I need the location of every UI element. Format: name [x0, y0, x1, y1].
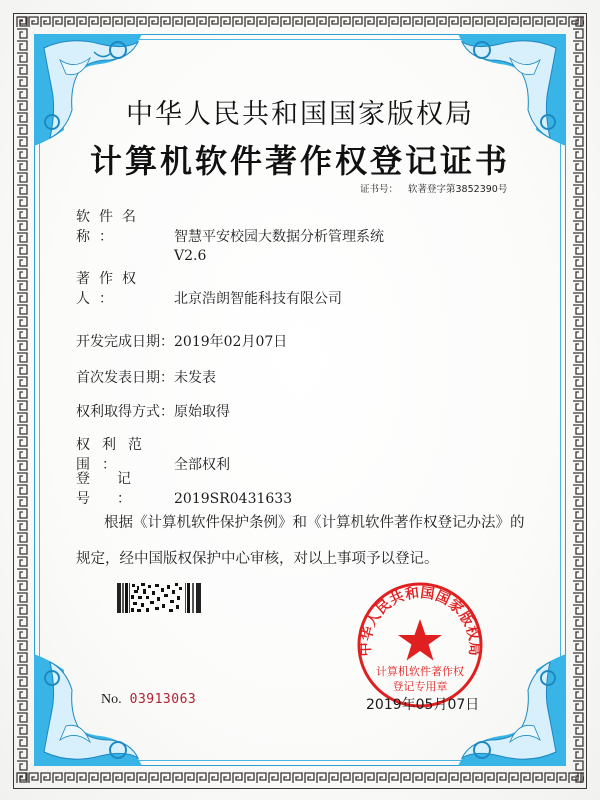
registration-statement [76, 505, 546, 577]
greek-key-border-top [16, 16, 584, 28]
greek-key-border-left [16, 16, 28, 784]
statement-line-2: 规定，经中国版权保护中心审核，对以上事项予以登记。 [76, 551, 439, 567]
corner-ornament-icon [450, 30, 570, 150]
issuer-title: 中华人民共和国国家版权局 [126, 99, 474, 130]
issue-date: 2019年05月07日 [366, 697, 480, 713]
greek-key-border-bottom [16, 772, 584, 784]
barcode-icon [117, 583, 203, 613]
corner-ornament-icon [30, 650, 150, 770]
seal-inner-line-1: 计算机软件著作权 [376, 665, 464, 678]
field-value-registration-number: 2019SR0431633 [174, 491, 293, 507]
field-label: 著作权人： [76, 271, 145, 307]
greek-key-border-right [572, 16, 584, 784]
serial-prefix: No. [101, 692, 122, 707]
field-label: 登记号： [76, 471, 158, 507]
field-label: 权利范围： [76, 437, 154, 473]
field-development-completion-date [76, 331, 287, 351]
field-value-rights-scope: 全部权利 [174, 457, 230, 473]
official-seal-icon [356, 581, 484, 709]
corner-ornament-icon [30, 30, 150, 150]
field-label: 开发完成日期： [76, 334, 174, 350]
field-first-publication-date [76, 367, 216, 387]
statement-line-1: 根据《计算机软件保护条例》和《计算机软件著作权登记办法》的 [104, 515, 525, 531]
certificate-title: 计算机软件著作权登记证书 [89, 142, 510, 180]
field-rights-acquisition-method [76, 401, 230, 421]
field-label: 权利取得方式： [76, 404, 174, 420]
field-value-development-date: 2019年02月07日 [174, 334, 288, 350]
serial-value: 03913063 [129, 692, 197, 707]
certificate-number-label: 证书号： [360, 184, 399, 195]
seal-ring-text: 中华人民共和国国家版权局 [357, 585, 483, 657]
field-value-acquisition-method: 原始取得 [174, 404, 230, 420]
field-value-version: V2.6 [174, 248, 207, 264]
certificate-number [360, 181, 507, 195]
field-label: 首次发表日期： [76, 370, 174, 386]
field-value-first-publication: 未发表 [174, 370, 216, 386]
certificate-number-value: 软著登字第3852390号 [408, 184, 508, 195]
field-label: 软件名称： [76, 209, 145, 245]
field-registration-number [76, 468, 292, 508]
field-value-software-name: 智慧平安校园大数据分析管理系统 [174, 229, 384, 245]
serial-number [101, 691, 196, 708]
field-copyright-owner [76, 268, 342, 308]
field-software-name [76, 206, 384, 264]
field-value-copyright-owner: 北京浩朗智能科技有限公司 [174, 291, 342, 307]
seal-inner-line-2: 登记专用章 [392, 680, 448, 693]
